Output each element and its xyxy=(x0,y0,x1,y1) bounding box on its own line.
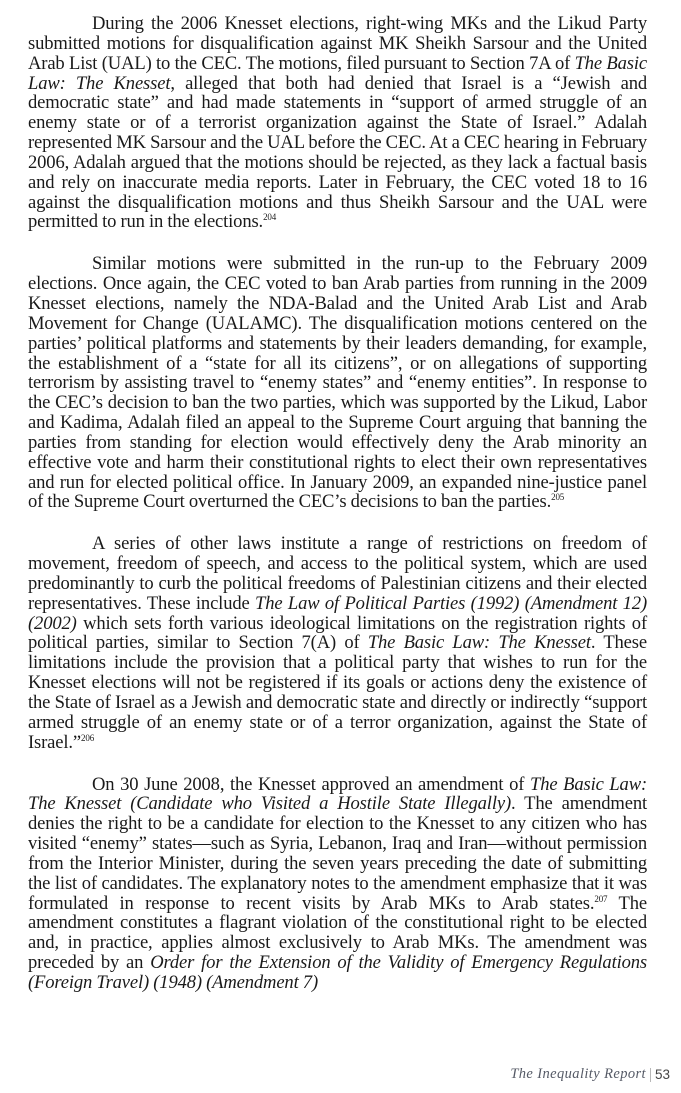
text-segment: . These limitations include the provision that a political party that wishes to run for the Knesset elections will not be registered if its goals or actions deny the existence of the State of Israel as a Jewish and democratic state and directly or indirectly “support armed struggle of an enemy state or of a terror organization, against the State of Israel.” xyxy=(28,632,647,753)
footer-divider xyxy=(650,1068,651,1082)
page-footer xyxy=(510,1066,670,1083)
text-segment: Similar motions were submitted in the run-up to the February 2009 elections. Once again, the CEC voted to ban Arab parties from running in the 2009 Knesset elections, namely the NDA-Balad and the United Arab List and Arab Movement for Change (UALAMC). The disqualification motions centered on the parties’ political platforms and statements by their leaders demanding, for example, the establishment of a “state for all its citizens”, or on allegations of supporting terrorism by assisting travel to “enemy states” and “enemy entities”. In response to the CEC’s decision to ban the two parties, which was supported by the Likud, Labor and Kadima, Adalah filed an appeal to the Supreme Court arguing that banning the parties from standing for election would effectively deny the Arab minority an effective vote and harm their constitutional rights to elect their own representatives and run for elected political office. In January 2009, an expanded nine-justice panel of the Supreme Court overturned the CEC’s decisions to ban the parties. xyxy=(28,253,647,513)
page-number: 53 xyxy=(654,1067,670,1082)
footnote-ref[interactable]: 206 xyxy=(81,732,95,743)
text-segment: The amendment constitutes a flagrant violation of the constitutional right to be elected and, in practice, applies almost exclusively to Arab MKs. The amendment was preceded by an xyxy=(28,892,647,974)
italic-citation: The Basic Law: The Knesset xyxy=(367,632,591,654)
paragraph-2006-elections xyxy=(28,14,647,232)
footnote-ref[interactable]: 204 xyxy=(263,212,277,223)
text-segment: During the 2006 Knesset elections, right-wing MKs and the Likud Party submitted motions for disqualification against MK Sheikh Sarsour and the United Arab List (UAL) to the CEC. The motions, filed pursuant to Section 7A of xyxy=(28,13,647,74)
italic-citation: Order for the Extension of the Validity of Emergency Regulations (Foreign Travel) (1948) (Amendment 7) xyxy=(28,952,647,993)
footnote-ref[interactable]: 207 xyxy=(594,893,608,904)
footnote-ref[interactable]: 205 xyxy=(551,492,565,503)
paragraph-2009-elections xyxy=(28,254,647,512)
italic-citation: The Basic Law: The Knesset xyxy=(28,52,647,94)
text-segment: which sets forth various ideological limitations on the registration rights of political parties, similar to Section 7(A) of xyxy=(28,612,647,654)
publication-title: The Inequality Report xyxy=(510,1066,646,1082)
text-segment: . The amendment denies the right to be a candidate for election to the Knesset to any citizen who has visited “enemy” states—such as Syria, Lebanon, Iraq and Iran—without permission from the Interior Minister, during the seven years preceding the date of submitting the list of candidates. The explanatory notes to the amendment emphasize that it was formulated in response to recent visits by Arab MKs to Arab states. xyxy=(28,793,647,914)
paragraph-hostile-state-amendment xyxy=(28,775,647,993)
italic-citation: The Basic Law: The Knesset (Candidate who Visited a Hostile State Illegally) xyxy=(28,773,647,815)
paragraph-political-parties-law xyxy=(28,534,647,752)
document-page xyxy=(28,14,647,1015)
italic-citation: The Law of Political Parties (1992) (Amendment 12) (2002) xyxy=(28,592,647,634)
text-segment: A series of other laws institute a range of restrictions on freedom of movement, freedom of speech, and access to the political system, which are used predominantly to curb the political freedoms of Palestinian citizens and their elected representatives. These include xyxy=(28,533,647,614)
text-segment: On 30 June 2008, the Knesset approved an amendment of xyxy=(92,773,530,795)
text-segment: , alleged that both had denied that Israel is a “Jewish and democratic state” and had made statements in “support of armed struggle of an enemy state or of a terrorist organization against the State of Israel.” Adalah represented MK Sarsour and the UAL before the CEC. At a CEC hearing in February 2006, Adalah argued that the motions should be rejected, as they lack a factual basis and rely on inaccurate media reports. Later in February, the CEC voted 18 to 16 against the disqualification motions and thus Sheikh Sarsour and the UAL were permitted to run in the elections. xyxy=(28,72,647,233)
